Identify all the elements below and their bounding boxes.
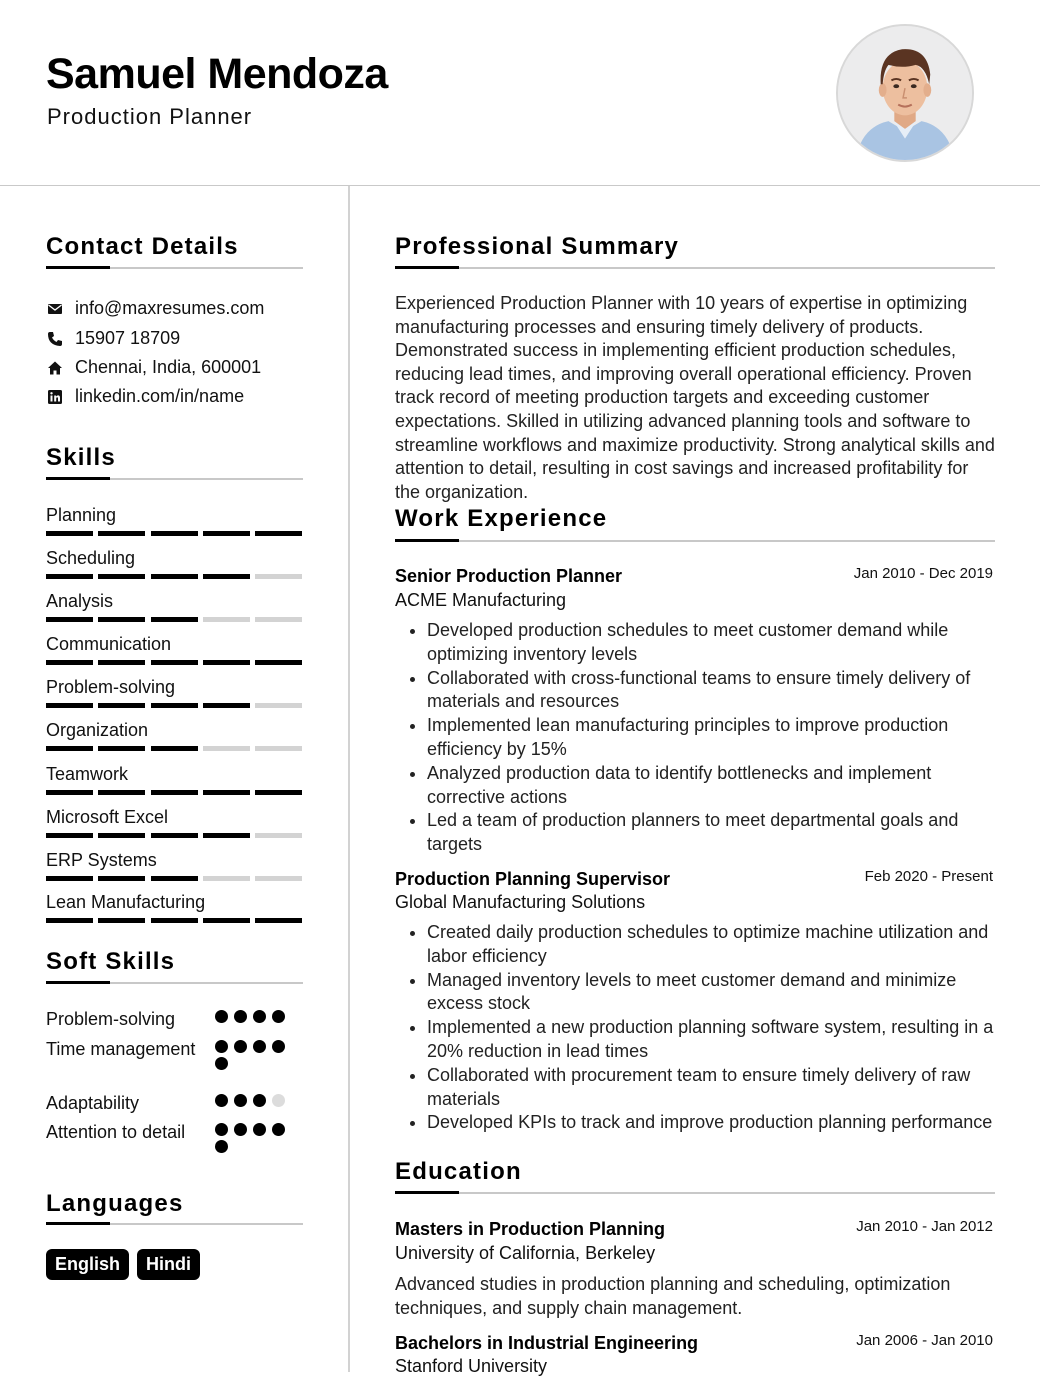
skill-level-segment	[255, 617, 302, 622]
skill-name: Organization	[46, 720, 149, 740]
rating-dot	[234, 1010, 247, 1023]
skill-level-segment	[255, 574, 302, 579]
language-badge: Hindi	[137, 1249, 200, 1280]
profile-photo-icon	[838, 26, 972, 160]
skill-item	[46, 806, 302, 828]
skill-name: Analysis	[46, 591, 114, 611]
home-icon	[46, 359, 64, 377]
skill-level-segment	[255, 833, 302, 838]
skill-item	[46, 633, 302, 655]
rating-dot	[215, 1010, 228, 1023]
work-heading: Work Experience	[395, 505, 608, 532]
list-item: • Managed inventory levels to meet customer demand and minimize excess stock	[427, 969, 995, 1017]
rating-dot	[234, 1040, 247, 1053]
skill-level-segment	[46, 790, 93, 795]
skill-level-segment	[203, 703, 250, 708]
skill-level-segment	[46, 746, 93, 751]
contact-rule	[46, 267, 303, 269]
skill-level-bar	[46, 660, 302, 665]
skill-level-segment	[98, 876, 145, 881]
contact-phone[interactable]	[46, 328, 180, 349]
skill-level-segment	[98, 746, 145, 751]
soft-skill-rating	[215, 1010, 290, 1023]
phone-text[interactable]: 15907 18709	[75, 328, 181, 348]
list-item: • Collaborated with cross-functional teams to ensure timely delivery of materials and resources	[427, 667, 995, 715]
contact-email[interactable]	[46, 298, 264, 319]
skill-level-segment	[203, 790, 250, 795]
skill-level-segment	[255, 703, 302, 708]
skill-level-segment	[46, 660, 93, 665]
skill-level-segment	[151, 617, 198, 622]
skill-level-segment	[203, 746, 250, 751]
skill-level-segment	[151, 660, 198, 665]
skill-level-segment	[46, 703, 93, 708]
languages-rule	[46, 1223, 303, 1225]
rating-dot	[253, 1094, 266, 1107]
skill-level-bar	[46, 918, 302, 923]
list-item: • Led a team of production planners to meet departmental goals and targets	[427, 809, 995, 857]
linkedin-icon	[46, 388, 64, 406]
soft-skill-rating	[215, 1040, 290, 1070]
soft-skill-name: Time management	[46, 1039, 196, 1059]
degree-title: Masters in Production Planning	[395, 1219, 666, 1239]
language-badge: English	[46, 1249, 129, 1280]
skill-level-segment	[98, 918, 145, 923]
skill-level-segment	[151, 876, 198, 881]
work-rule	[395, 540, 995, 542]
rating-dot	[234, 1123, 247, 1136]
soft-skills-heading: Soft Skills	[46, 948, 176, 975]
skill-item	[46, 504, 302, 526]
list-item: • Collaborated with procurement team to ensure timely delivery of raw materials	[427, 1064, 995, 1112]
skill-level-bar	[46, 833, 302, 838]
skill-level-segment	[98, 790, 145, 795]
skill-level-segment	[46, 833, 93, 838]
skill-level-segment	[151, 746, 198, 751]
candidate-role: Production Planner	[47, 104, 253, 129]
list-item: • Developed production schedules to meet customer demand while optimizing inventory levels	[427, 619, 995, 667]
soft-skill-rating	[215, 1094, 290, 1107]
skill-level-segment	[203, 617, 250, 622]
envelope-icon	[46, 300, 64, 318]
skill-item	[46, 719, 302, 741]
job-date: Feb 2020 - Present	[864, 868, 993, 885]
rating-dot	[272, 1010, 285, 1023]
skill-level-segment	[98, 833, 145, 838]
skill-level-segment	[151, 790, 198, 795]
school-name: University of California, Berkeley	[395, 1243, 656, 1263]
contact-linkedin[interactable]	[46, 386, 244, 407]
rating-dot	[215, 1140, 228, 1153]
list-item: • Developed KPIs to track and improve production planning performance	[427, 1111, 995, 1135]
linkedin-text[interactable]: linkedin.com/in/name	[75, 386, 245, 406]
degree-title: Bachelors in Industrial Engineering	[395, 1333, 699, 1353]
email-text[interactable]: info@maxresumes.com	[75, 298, 265, 318]
column-divider	[348, 186, 350, 1372]
rating-dot	[253, 1040, 266, 1053]
skill-name: Planning	[46, 505, 117, 525]
job-title: Senior Production Planner	[395, 566, 623, 586]
job-company: Global Manufacturing Solutions	[395, 892, 646, 912]
list-item: • Implemented lean manufacturing principles to improve production efficiency by 15%	[427, 714, 995, 762]
skill-level-segment	[46, 574, 93, 579]
job-bullets	[395, 619, 995, 857]
skill-level-segment	[203, 833, 250, 838]
skill-level-segment	[255, 918, 302, 923]
list-item: • Analyzed production data to identify bottlenecks and implement corrective actions	[427, 762, 995, 810]
soft-skill-item	[46, 1120, 302, 1145]
skill-item	[46, 547, 302, 569]
skill-level-segment	[151, 574, 198, 579]
skill-name: Communication	[46, 634, 172, 654]
skill-level-bar	[46, 531, 302, 536]
skill-name: Teamwork	[46, 764, 129, 784]
soft-skill-name: Problem-solving	[46, 1009, 176, 1029]
skill-level-segment	[46, 876, 93, 881]
rating-dot	[272, 1040, 285, 1053]
contact-heading: Contact Details	[46, 233, 239, 260]
phone-icon	[46, 330, 64, 348]
resume-header	[0, 0, 1040, 186]
summary-heading: Professional Summary	[395, 233, 680, 260]
rating-dot	[253, 1123, 266, 1136]
rating-dot	[272, 1094, 285, 1107]
skill-name: Scheduling	[46, 548, 136, 568]
job-title: Production Planning Supervisor	[395, 869, 671, 889]
job-bullets	[395, 921, 995, 1135]
rating-dot	[215, 1094, 228, 1107]
summary-rule	[395, 267, 995, 269]
skill-level-bar	[46, 617, 302, 622]
skills-heading: Skills	[46, 444, 116, 471]
rating-dot	[215, 1123, 228, 1136]
soft-skill-name: Adaptability	[46, 1093, 140, 1113]
skill-level-bar	[46, 876, 302, 881]
skill-item	[46, 676, 302, 698]
contact-address	[46, 357, 261, 378]
skill-item	[46, 763, 302, 785]
skill-name: Microsoft Excel	[46, 807, 169, 827]
skill-item	[46, 891, 302, 913]
skill-level-segment	[203, 876, 250, 881]
skill-level-bar	[46, 574, 302, 579]
skills-rule	[46, 478, 303, 480]
skill-level-segment	[255, 746, 302, 751]
soft-skill-item	[46, 1007, 302, 1032]
skill-level-segment	[255, 876, 302, 881]
degree-description: Advanced studies in production planning and scheduling, optimization techniques, and supply chain management.	[395, 1274, 951, 1318]
soft-skill-name: Attention to detail	[46, 1122, 186, 1142]
education-rule	[395, 1192, 995, 1194]
skill-item	[46, 590, 302, 612]
soft-skill-item	[46, 1037, 302, 1062]
skill-level-segment	[203, 918, 250, 923]
skill-name: ERP Systems	[46, 850, 157, 870]
soft-skills-rule	[46, 982, 303, 984]
summary-text: Experienced Production Planner with 10 years of expertise in optimizing manufacturing processes and ensuring timely delivery of products. Demonstrated success in implementing efficient production schedules, reducing lead times, and improving overall operational efficiency. Proven track record of meeting production targets and exceeding customer expectations. Skilled in utilizing advanced planning tools and software to streamline workflows and maximize productivity. Strong analytical skills and attention to detail, resulting in cost savings and increased profitability for the organization.	[395, 293, 995, 502]
skill-level-segment	[98, 531, 145, 536]
skill-level-segment	[98, 660, 145, 665]
education-heading: Education	[395, 1158, 522, 1185]
skill-level-segment	[255, 790, 302, 795]
skill-level-segment	[98, 574, 145, 579]
list-item: • Created daily production schedules to optimize machine utilization and labor efficiency	[427, 921, 995, 969]
profile-photo	[836, 24, 974, 162]
skill-level-bar	[46, 790, 302, 795]
skill-level-segment	[46, 918, 93, 923]
languages-heading: Languages	[46, 1190, 184, 1217]
skill-level-segment	[98, 703, 145, 708]
skill-level-segment	[46, 617, 93, 622]
degree-date: Jan 2006 - Jan 2010	[856, 1332, 993, 1349]
rating-dot	[253, 1010, 266, 1023]
skill-level-bar	[46, 746, 302, 751]
skill-level-segment	[255, 660, 302, 665]
degree-date: Jan 2010 - Jan 2012	[856, 1218, 993, 1235]
job-date: Jan 2010 - Dec 2019	[853, 565, 993, 582]
soft-skill-rating	[215, 1123, 290, 1153]
rating-dot	[272, 1123, 285, 1136]
languages-list	[46, 1249, 200, 1280]
skill-level-segment	[151, 833, 198, 838]
skill-level-segment	[151, 531, 198, 536]
skill-level-segment	[203, 574, 250, 579]
rating-dot	[234, 1094, 247, 1107]
job-company: ACME Manufacturing	[395, 590, 567, 610]
skill-level-segment	[203, 531, 250, 536]
skill-level-segment	[98, 617, 145, 622]
skill-level-segment	[203, 660, 250, 665]
skill-level-segment	[46, 531, 93, 536]
skill-level-segment	[255, 531, 302, 536]
skill-level-segment	[151, 703, 198, 708]
soft-skill-item	[46, 1091, 302, 1116]
skill-level-bar	[46, 703, 302, 708]
skill-level-segment	[151, 918, 198, 923]
school-name: Stanford University	[395, 1356, 548, 1376]
list-item: • Implemented a new production planning software system, resulting in a 20% reduction in lead times	[427, 1016, 995, 1064]
skill-name: Problem-solving	[46, 677, 176, 697]
rating-dot	[215, 1057, 228, 1070]
rating-dot	[215, 1040, 228, 1053]
address-text: Chennai, India, 600001	[75, 357, 262, 377]
candidate-name: Samuel Mendoza	[46, 50, 388, 98]
skill-item	[46, 849, 302, 871]
skill-name: Lean Manufacturing	[46, 892, 206, 912]
